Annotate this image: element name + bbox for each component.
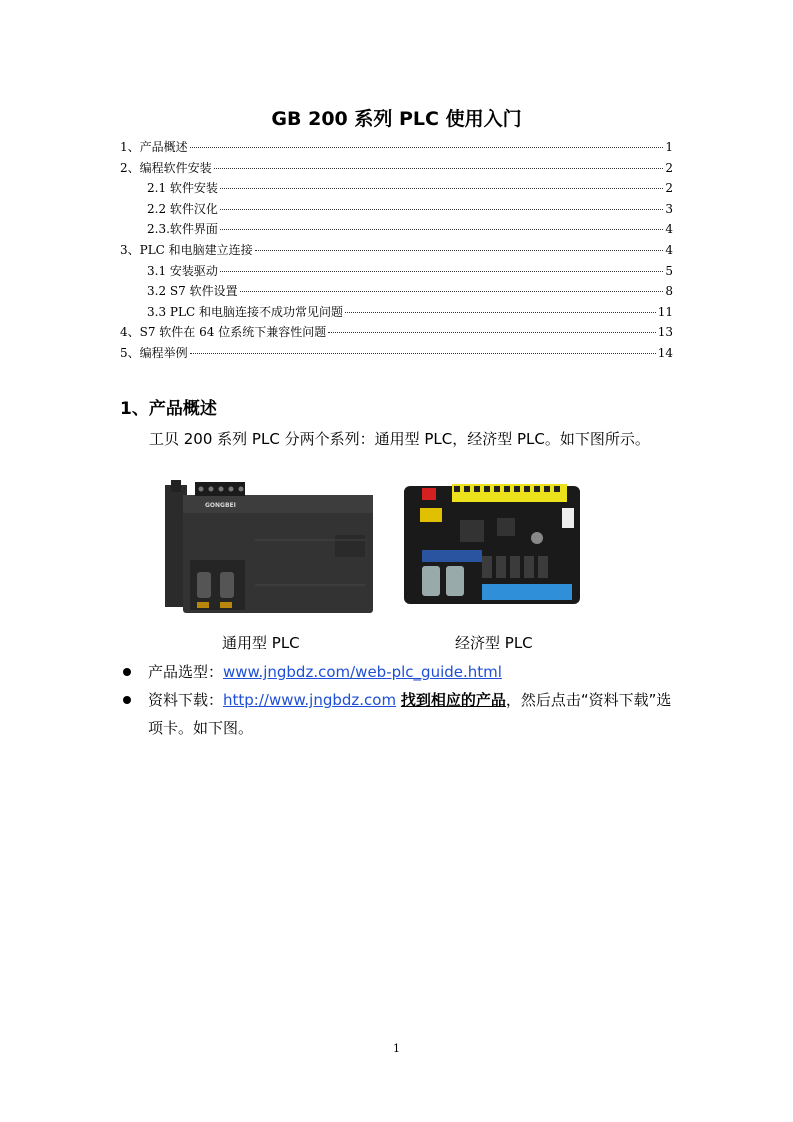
- intro-paragraph: 工贝 200 系列 PLC 分两个系列：通用型 PLC，经济型 PLC。如下图所示。: [149, 430, 650, 448]
- toc-label: 4、S7 软件在 64 位系统下兼容性问题: [120, 325, 327, 340]
- toc-label: 3、PLC 和电脑建立连接: [120, 242, 253, 257]
- toc-entry[interactable]: [120, 179, 673, 200]
- table-of-contents: [120, 138, 673, 365]
- toc-label: 5、编程举例: [120, 345, 188, 360]
- economic-plc-image: [402, 478, 582, 608]
- bullet-list: [120, 658, 675, 742]
- selection-label: 产品选型：: [148, 663, 224, 681]
- brand-logo: [205, 502, 236, 509]
- emphasis-text: 找到相应的产品: [400, 691, 506, 709]
- toc-entry[interactable]: [120, 220, 673, 241]
- toc-entry[interactable]: [120, 159, 673, 180]
- toc-page: 2: [665, 181, 673, 196]
- selection-link[interactable]: www.jngbdz.com/web-plc_guide.html: [223, 663, 502, 681]
- download-link[interactable]: http://www.jngbdz.com: [223, 691, 397, 709]
- toc-entry[interactable]: [120, 282, 673, 303]
- svg-text:GONGBEI: GONGBEI: [205, 502, 236, 509]
- toc-page: 4: [665, 222, 673, 237]
- toc-label: 2、编程软件安装: [120, 160, 212, 175]
- toc-page: 2: [665, 160, 673, 175]
- list-item: [120, 686, 675, 742]
- toc-entry[interactable]: [120, 344, 673, 365]
- list-item: [120, 658, 675, 686]
- toc-entry[interactable]: [120, 200, 673, 221]
- caption-general-plc: 通用型 PLC: [222, 634, 300, 652]
- bullet-icon: [123, 696, 131, 704]
- toc-page: 11: [657, 304, 673, 319]
- toc-page: 14: [657, 345, 673, 360]
- toc-page: 5: [665, 263, 673, 278]
- toc-label: 2.1 软件安装: [147, 181, 218, 196]
- toc-page: 1: [665, 140, 673, 154]
- page-number: 1: [393, 1042, 400, 1055]
- toc-page: 8: [665, 284, 673, 299]
- toc-label: 3.2 S7 软件设置: [147, 284, 238, 299]
- toc-label: 3.1 安装驱动: [147, 263, 218, 278]
- toc-entry[interactable]: [120, 262, 673, 283]
- toc-label: 2.2 软件汉化: [147, 201, 218, 216]
- toc-entry[interactable]: [120, 303, 673, 324]
- toc-label: 3.3 PLC 和电脑连接不成功常见问题: [147, 304, 343, 319]
- toc-page: 4: [665, 242, 673, 257]
- document-title: GB 200 系列 PLC 使用入门: [271, 108, 522, 130]
- toc-label: 1、产品概述: [120, 140, 188, 154]
- toc-entry[interactable]: [120, 138, 673, 159]
- toc-page: 3: [665, 201, 673, 216]
- toc-entry[interactable]: [120, 323, 673, 344]
- download-label: 资料下载：: [148, 691, 224, 709]
- download-instruction: ，然后点击“资料下载”选项卡。如下图。: [148, 691, 672, 737]
- toc-label: 2.3.软件界面: [147, 222, 218, 237]
- caption-economic-plc: 经济型 PLC: [455, 634, 533, 652]
- section-heading: 1、产品概述: [120, 399, 217, 419]
- bullet-icon: [123, 668, 131, 676]
- general-plc-image: [165, 480, 375, 615]
- toc-entry[interactable]: [120, 241, 673, 262]
- toc-page: 13: [657, 325, 673, 340]
